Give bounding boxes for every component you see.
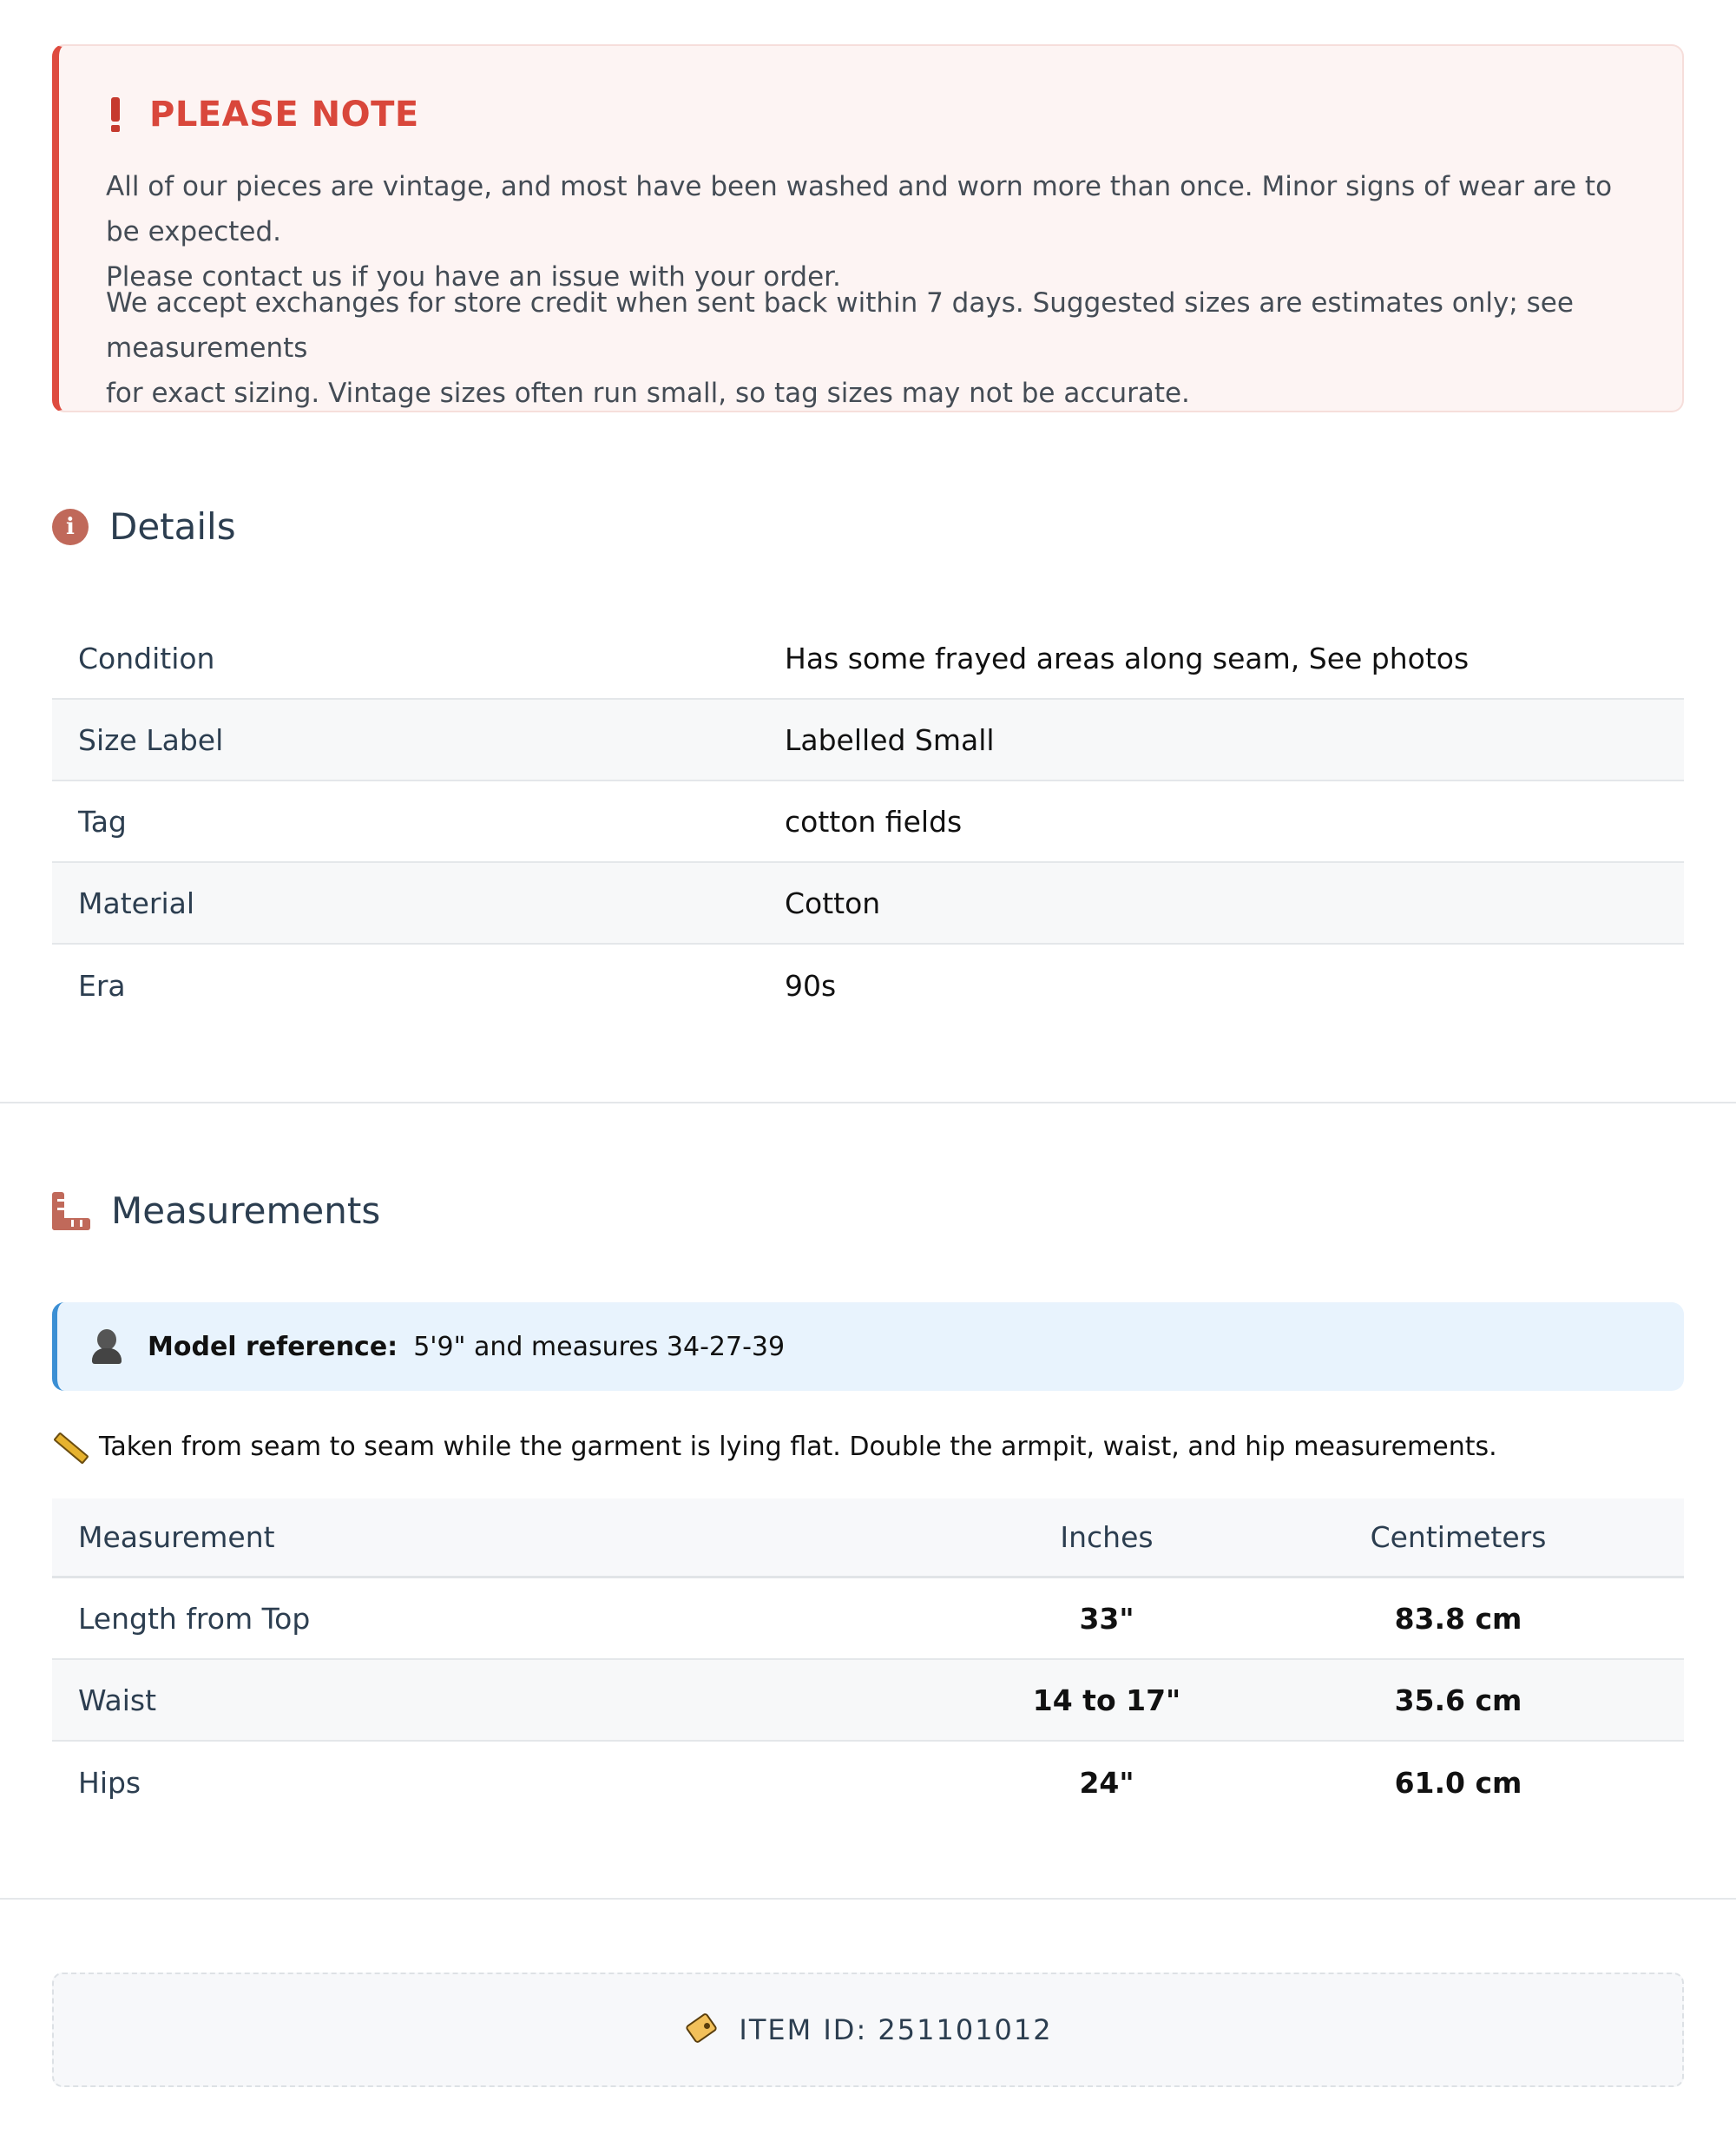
note-paragraph-1	[106, 164, 1651, 300]
measurement-tip	[52, 1429, 1497, 1464]
measurement-name: Waist	[78, 1683, 157, 1717]
details-value: 90s	[785, 968, 837, 1003]
details-table	[52, 618, 1684, 1026]
details-label: Material	[78, 886, 195, 920]
measurements-table	[52, 1498, 1684, 1823]
ruler-icon	[52, 1192, 90, 1230]
details-row-condition	[52, 618, 1684, 700]
details-label: Tag	[78, 804, 127, 839]
person-icon	[90, 1329, 122, 1364]
model-reference-box	[52, 1302, 1684, 1391]
note-header	[106, 95, 419, 135]
note-paragraph-2-line-2: for exact sizing. Vintage sizes often run small, so tag sizes may not be accurate.	[106, 378, 1190, 409]
section-divider	[0, 1898, 1736, 1900]
details-title: Details	[109, 505, 236, 548]
measurement-cm: 61.0 cm	[1394, 1765, 1522, 1800]
item-id-box	[52, 1973, 1684, 2087]
details-header	[52, 505, 236, 548]
measurement-tip-text: Taken from seam to seam while the garment is lying flat. Double the armpit, waist, and hip measurements.	[99, 1431, 1497, 1462]
details-label: Era	[78, 968, 126, 1003]
details-label: Condition	[78, 641, 215, 675]
exclamation-icon	[106, 97, 123, 132]
details-row-tag	[52, 781, 1684, 863]
column-header-measurement: Measurement	[78, 1520, 275, 1554]
details-value: Labelled Small	[785, 722, 995, 757]
measurement-inches: 24"	[1079, 1765, 1134, 1800]
note-paragraph-1-line-2: Please contact us if you have an issue with your order.	[106, 261, 841, 293]
measurement-row-length	[52, 1578, 1684, 1660]
details-row-material	[52, 863, 1684, 945]
details-value: Cotton	[785, 886, 881, 920]
tag-icon	[683, 2012, 718, 2047]
measurements-title: Measurements	[111, 1189, 381, 1232]
measurement-cm: 35.6 cm	[1394, 1683, 1522, 1717]
measurement-row-hips	[52, 1742, 1684, 1823]
details-label: Size Label	[78, 722, 224, 757]
details-value: cotton fields	[785, 804, 963, 839]
details-value: Has some frayed areas along seam, See photos	[785, 641, 1470, 675]
measurement-inches: 14 to 17"	[1032, 1683, 1181, 1717]
column-header-inches: Inches	[1060, 1520, 1154, 1554]
column-header-centimeters: Centimeters	[1370, 1520, 1547, 1554]
note-title: PLEASE NOTE	[149, 95, 419, 135]
measurement-name: Length from Top	[78, 1601, 311, 1636]
info-icon: i	[52, 509, 89, 545]
note-paragraph-2	[106, 280, 1651, 416]
measurement-cm: 83.8 cm	[1394, 1601, 1522, 1636]
model-reference-label: Model reference:	[148, 1331, 398, 1362]
measurement-name: Hips	[78, 1765, 141, 1800]
details-row-size-label	[52, 700, 1684, 781]
measurement-row-waist	[52, 1660, 1684, 1742]
measurements-table-header	[52, 1498, 1684, 1578]
measurements-header	[52, 1189, 380, 1232]
ruler-icon	[52, 1429, 87, 1464]
measurement-inches: 33"	[1079, 1601, 1134, 1636]
model-reference-value: 5'9" and measures 34-27-39	[413, 1331, 786, 1362]
please-note-box	[52, 44, 1684, 412]
details-row-era	[52, 945, 1684, 1026]
item-id-label: ITEM ID: 251101012	[739, 2013, 1053, 2046]
section-divider	[0, 1102, 1736, 1103]
note-paragraph-2-line-1: We accept exchanges for store credit when sent back within 7 days. Suggested sizes are estimates only; see measurements	[106, 287, 1574, 364]
note-paragraph-1-line-1: All of our pieces are vintage, and most have been washed and worn more than once. Minor signs of wear are to be expected.	[106, 171, 1613, 247]
